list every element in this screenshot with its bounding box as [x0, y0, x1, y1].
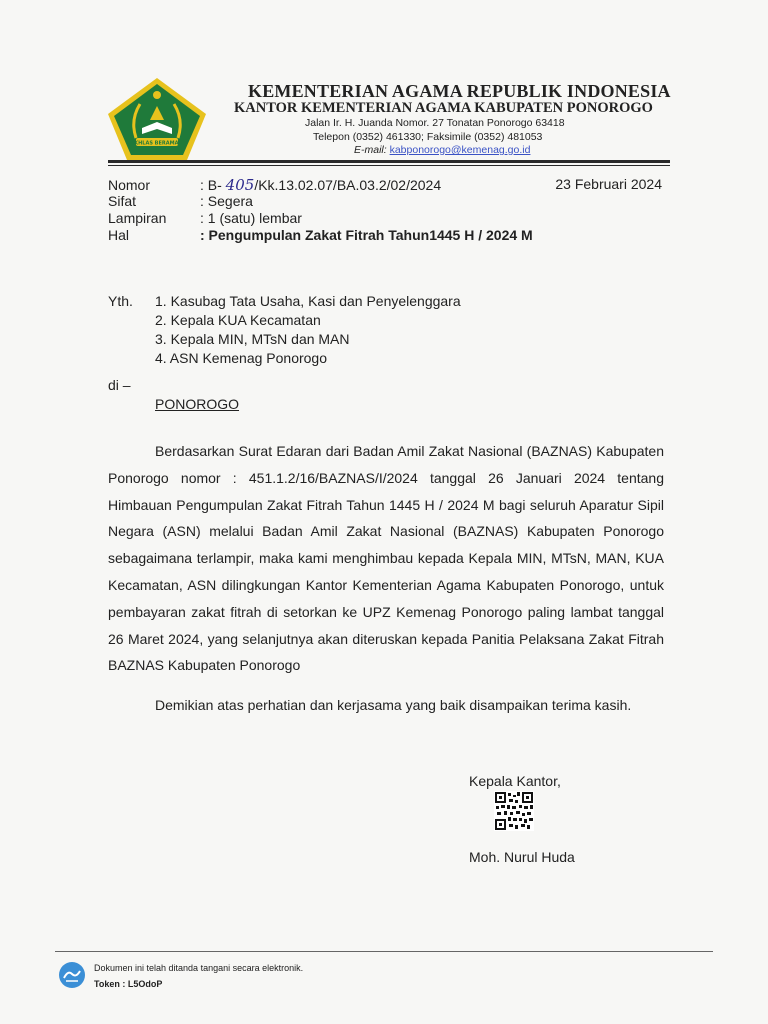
- footer-note: Dokumen ini telah ditanda tangani secara elektronik.: [94, 963, 304, 973]
- sifat-label: Sifat: [108, 193, 137, 209]
- recipient-item: 1. Kasubag Tata Usaha, Kasi dan Penyelenggara: [155, 293, 461, 309]
- letterhead-rule-thick: [108, 160, 670, 163]
- meta-sifat: [108, 193, 253, 209]
- hal-value: : Pengumpulan Zakat Fitrah Tahun1445 H / 2024 M: [200, 227, 533, 243]
- office-email: [354, 144, 530, 156]
- lampiran-value: : 1 (satu) lembar: [200, 210, 302, 226]
- email-label: E-mail:: [354, 144, 387, 156]
- letterhead-rule-thin: [108, 165, 670, 166]
- closing-sentence: Demikian atas perhatian dan kerjasama yang baik disampaikan terima kasih.: [155, 697, 632, 713]
- footer-token: Token : L5OdoP: [94, 979, 163, 989]
- office-phone: Telepon (0352) 461330; Faksimile (0352) 481053: [313, 131, 543, 143]
- body-paragraph: Berdasarkan Surat Edaran dari Badan Amil Zakat Nasional (BAZNAS) Kabupaten Ponorogo nomor : 451.1.2/16/BAZNAS/I/2024 tanggal 26 Januari 2024 tentang Himbauan Pengumpulan Zakat Fitrah Tahun 1445 H / 2024 M bagi seluruh Aparatur Sipil Negara (ASN) melalui Badan Amil Zakat Nasional (BAZNAS) Kabupaten Ponorogo sebagaimana terlampir, maka kami menghimbau kepada Kepala MIN, MTsN, MAN, KUA Kecamatan, ASN dilingkungan Kantor Kementerian Agama Kabupaten Ponorogo, untuk pembayaran zakat fitrah di setorkan ke UPZ Kemenag Ponorogo paling lambat tanggal 26 Maret 2024, yang selanjutnya akan diteruskan kepada Panitia Pelaksana Zakat Fitrah BAZNAS Kabupaten Ponorogo: [108, 443, 664, 674]
- ministry-title: KEMENTERIAN AGAMA REPUBLIK INDONESIA: [248, 81, 671, 101]
- signature-qr-code: [494, 791, 534, 831]
- hal-label: Hal: [108, 227, 130, 243]
- recipient-item: 3. Kepala MIN, MTsN dan MAN: [155, 331, 350, 347]
- recipient-item: 2. Kepala KUA Kecamatan: [155, 312, 321, 328]
- nomor-label: Nomor: [108, 177, 151, 193]
- letter-date: 23 Februari 2024: [555, 176, 662, 192]
- sifat-value: : Segera: [200, 193, 253, 209]
- office-title: KANTOR KEMENTERIAN AGAMA KABUPATEN PONOROGO: [234, 100, 653, 116]
- nomor-prefix: : B-: [200, 177, 222, 193]
- office-address: Jalan Ir. H. Juanda Nomor. 27 Tonatan Ponorogo 63418: [305, 117, 565, 129]
- electronic-signature-icon: [58, 961, 86, 989]
- nomor-suffix: /Kk.13.02.07/BA.03.2/02/2024: [254, 177, 442, 193]
- email-link[interactable]: kabponorogo@kemenag.go.id: [389, 144, 531, 156]
- lampiran-label: Lampiran: [108, 210, 167, 226]
- recipient-item: 4. ASN Kemenag Ponorogo: [155, 350, 328, 366]
- logo-text: IKHLAS BERAMAL: [132, 140, 182, 147]
- signatory-name: Moh. Nurul Huda: [469, 849, 575, 865]
- di-label: di –: [108, 377, 131, 393]
- meta-hal: [108, 227, 533, 243]
- yth-label: Yth.: [108, 293, 133, 309]
- nomor-handwritten: 405: [225, 176, 255, 194]
- nomor-value: [200, 176, 441, 194]
- meta-lampiran: [108, 210, 302, 226]
- footer-divider: [55, 951, 713, 952]
- recipient-city: PONOROGO: [155, 396, 240, 412]
- kemenag-logo: [106, 76, 208, 162]
- meta-nomor: [108, 176, 441, 194]
- signatory-title: Kepala Kantor,: [469, 773, 561, 789]
